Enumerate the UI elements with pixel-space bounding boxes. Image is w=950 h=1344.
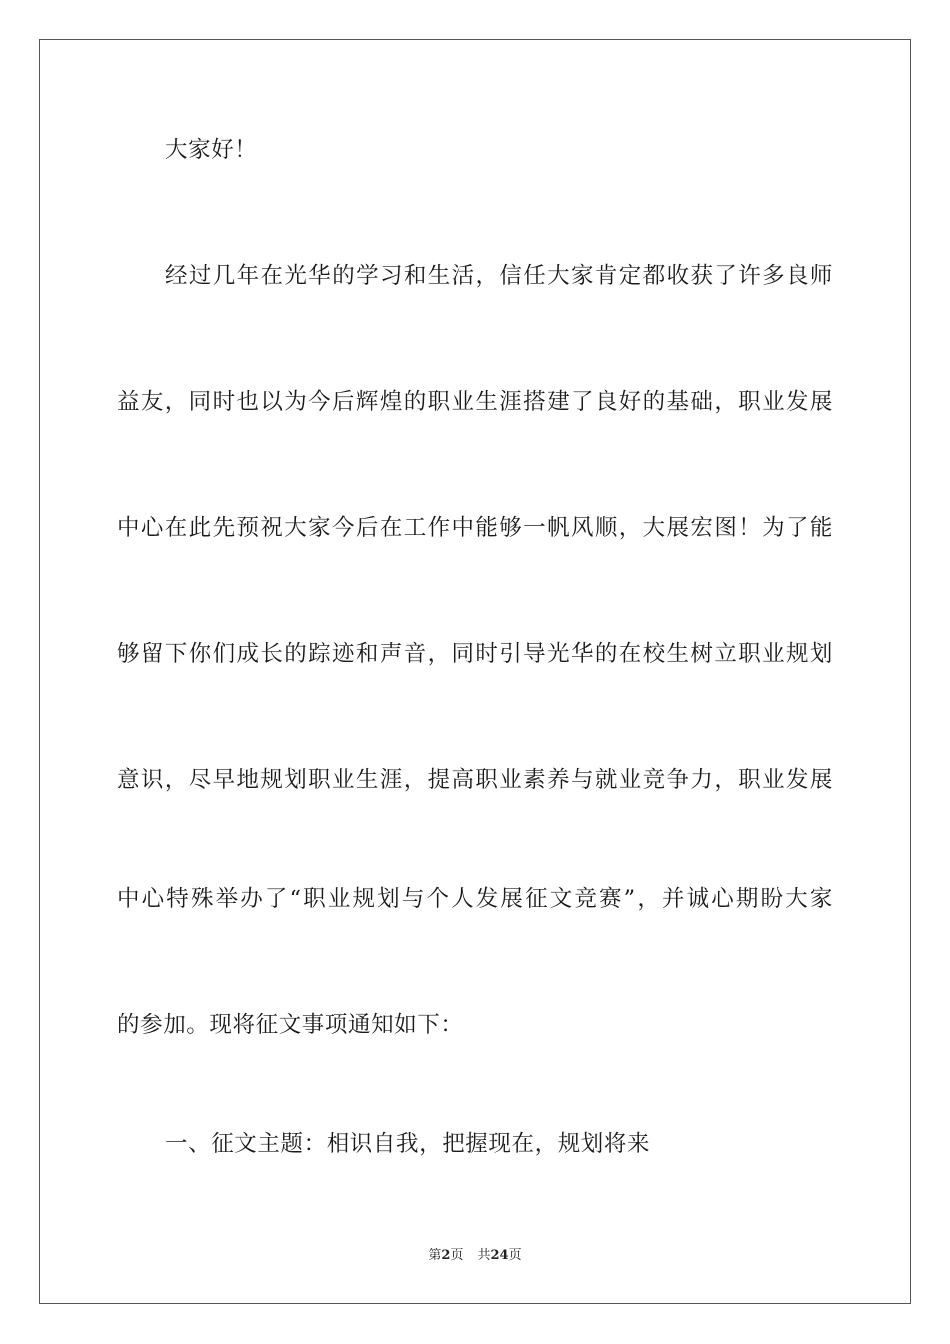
footer-page-prefix: 第 [428, 1248, 442, 1263]
page-footer [0, 1247, 950, 1265]
page-border [39, 39, 911, 1304]
footer-total-number: 24 [490, 1248, 509, 1263]
footer-page-suffix: 页 [450, 1248, 464, 1263]
paragraph-line-6: 中心特殊举办了“职业规划与个人发展征文竞赛”，并诚心期盼大家 [117, 886, 833, 912]
paragraph-line-4: 够留下你们成长的踪迹和声音，同时引导光华的在校生树立职业规划 [117, 641, 833, 667]
section-heading: 一、征文主题：相识自我，把握现在，规划将来 [165, 1131, 651, 1157]
paragraph-line-1: 经过几年在光华的学习和生活，信任大家肯定都收获了许多良师 [165, 263, 833, 289]
paragraph-line-5: 意识，尽早地规划职业生涯，提高职业素养与就业竞争力，职业发展 [117, 767, 833, 793]
footer-total-suffix: 页 [508, 1248, 522, 1263]
paragraph-line-2: 益友，同时也以为今后辉煌的职业生涯搭建了良好的基础，职业发展 [117, 389, 833, 415]
footer-page-number: 2 [441, 1248, 451, 1263]
footer-total-prefix: 共 [477, 1248, 491, 1263]
greeting-line: 大家好！ [165, 137, 258, 163]
paragraph-line-3: 中心在此先预祝大家今后在工作中能够一帆风顺，大展宏图！为了能 [117, 515, 833, 541]
paragraph-line-7: 的参加。现将征文事项通知如下： [117, 1012, 464, 1038]
